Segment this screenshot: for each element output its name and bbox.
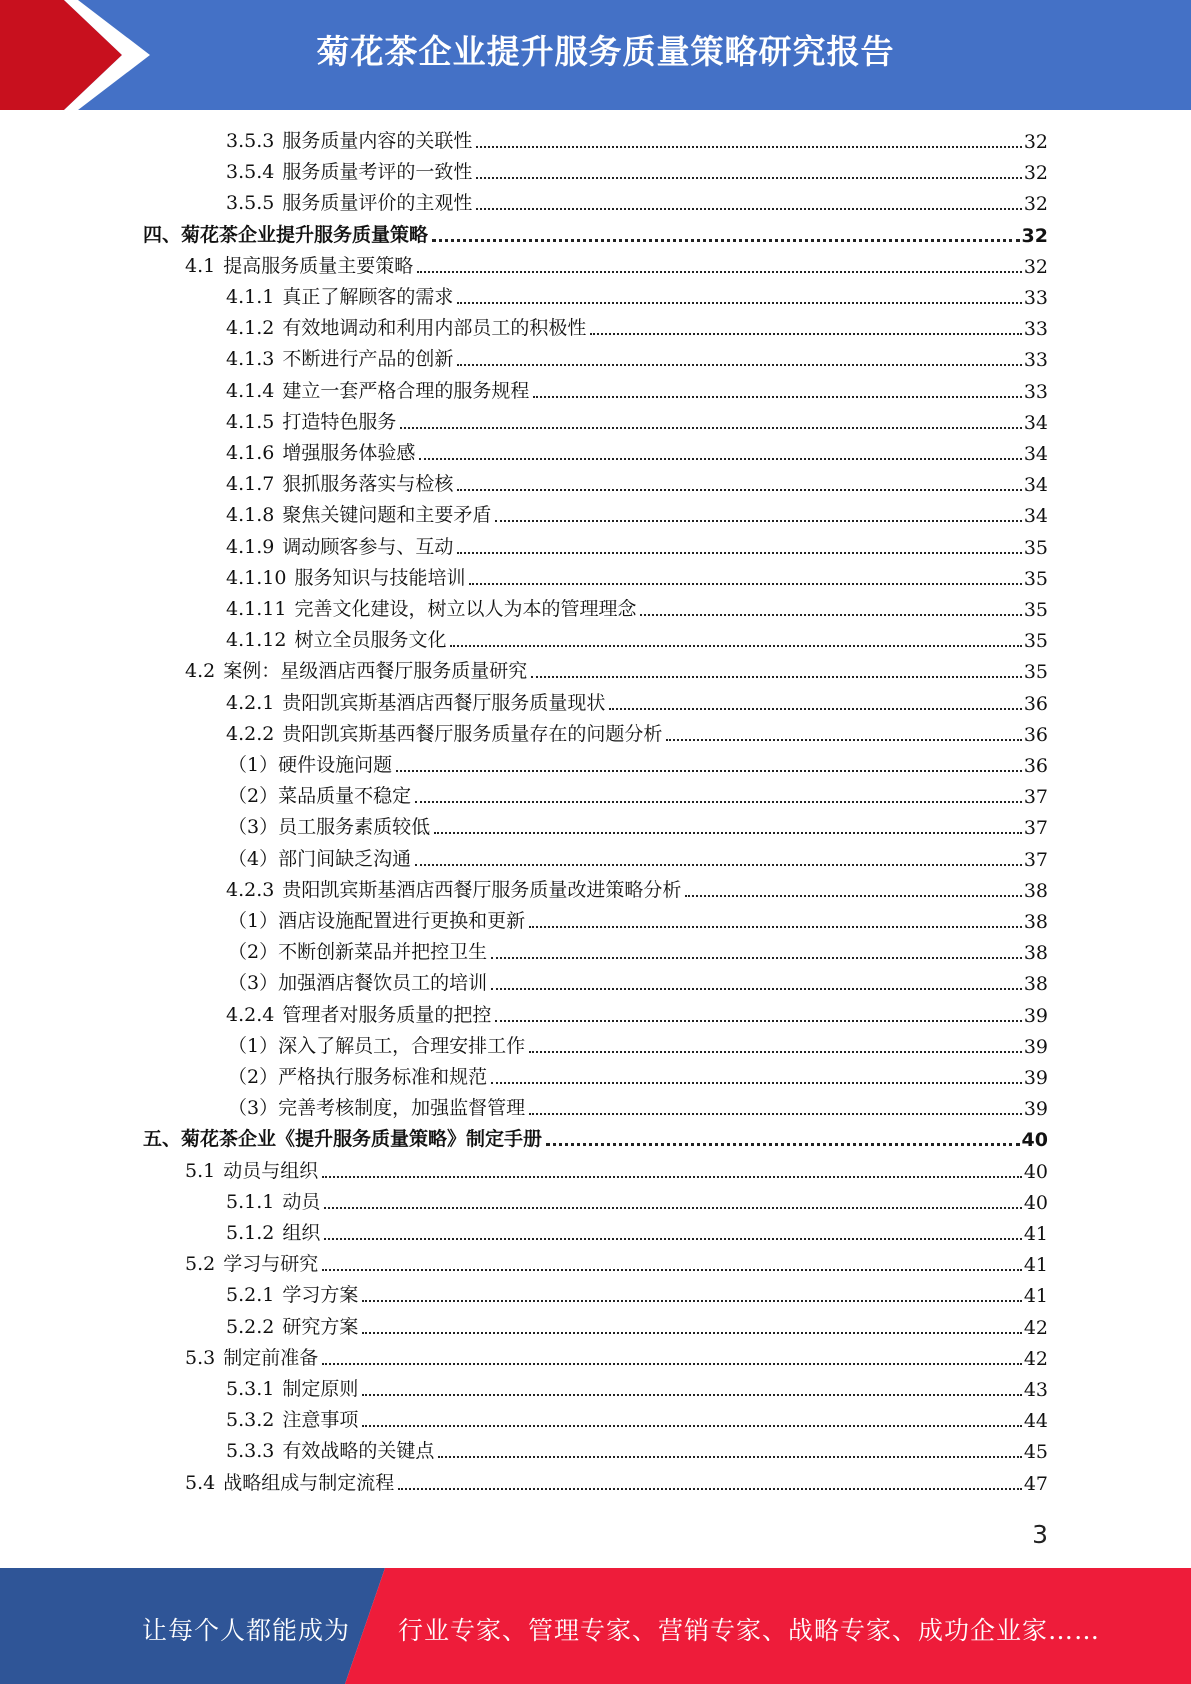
toc-entry-number: 4.1.12: [226, 629, 287, 652]
toc-entry-page: 33: [1023, 380, 1048, 403]
toc-entry-page: 34: [1023, 474, 1048, 497]
toc-entry-number: 5.3.3: [226, 1440, 275, 1463]
toc-entry[interactable]: [226, 283, 1048, 309]
toc-entry-label: [185, 1156, 318, 1183]
toc-entry-title: 战略组成与制定流程: [223, 1471, 395, 1494]
toc-entry[interactable]: [185, 1469, 1048, 1495]
toc-entry-label: [228, 781, 411, 808]
toc-entry[interactable]: [226, 158, 1048, 184]
toc-entry-label: [228, 906, 525, 933]
toc-entry-label: [226, 594, 636, 621]
toc-entry-number: 4.1.8: [226, 504, 275, 527]
toc-entry-title: 服务知识与技能培训: [294, 566, 466, 589]
toc-entry-title: 服务质量内容的关联性: [282, 130, 473, 152]
toc-entry[interactable]: [185, 1344, 1048, 1370]
toc-entry-page: 38: [1023, 911, 1048, 933]
toc-entry-page: 42: [1023, 1347, 1048, 1370]
toc-entry-label: [226, 344, 453, 371]
toc-entry-page: 39: [1023, 1035, 1048, 1058]
toc-entry[interactable]: [185, 657, 1048, 683]
toc-entry-label: [226, 282, 453, 309]
toc-entry-number: 4.1.6: [226, 442, 275, 464]
toc-entry-title: 聚焦关键问题和主要矛盾: [282, 504, 492, 527]
toc-entry[interactable]: [226, 314, 1048, 340]
toc-entry-label: [226, 157, 472, 184]
toc-entry[interactable]: [143, 221, 1048, 247]
toc-entry-page: 43: [1023, 1379, 1048, 1401]
toc-dot-leader: [476, 145, 1021, 148]
document-title: 菊花茶企业提升服务质量策略研究报告: [316, 32, 895, 71]
toc-entry-page: 37: [1023, 817, 1048, 840]
toc-entry-title: 树立全员服务文化: [294, 629, 447, 652]
toc-entry-page: 32: [1023, 255, 1048, 278]
toc-entry[interactable]: [226, 626, 1048, 652]
toc-entry-label: [226, 376, 529, 403]
toc-entry-title: 有效地调动和利用内部员工的积极性: [282, 317, 587, 340]
toc-dot-leader: [529, 1050, 1022, 1053]
toc-entry-page: 34: [1023, 443, 1048, 465]
toc-entry[interactable]: [228, 782, 1048, 808]
toc-entry-title: （3）完善考核制度，加强监督管理: [228, 1097, 526, 1120]
toc-dot-leader: [324, 1237, 1021, 1240]
toc-entry-title: 真正了解顾客的需求: [282, 286, 454, 308]
toc-dot-leader: [450, 644, 1021, 647]
toc-entry[interactable]: [226, 876, 1048, 902]
toc-entry-page: 33: [1023, 287, 1048, 309]
toc-entry-number: 4.1.11: [226, 598, 287, 620]
toc-entry[interactable]: [228, 969, 1048, 995]
toc-entry[interactable]: [228, 907, 1048, 933]
toc-entry-page: 47: [1023, 1472, 1048, 1495]
toc-entry-page: 33: [1023, 318, 1048, 341]
toc-entry-page: 32: [1023, 193, 1048, 216]
toc-entry-label: [226, 1280, 358, 1307]
toc-entry-number: 4.2.3: [226, 878, 275, 901]
toc-entry-number: 4.1: [185, 254, 216, 277]
toc-dot-leader: [457, 301, 1021, 304]
toc-entry[interactable]: [226, 1375, 1048, 1401]
toc-dot-leader: [469, 582, 1021, 585]
toc-entry-number: 4.2.4: [226, 1003, 275, 1026]
toc-entry-number: 3.5.4: [226, 161, 275, 184]
toc-entry-title: 学习方案: [282, 1284, 359, 1307]
toc-entry-number: 4.2: [185, 660, 216, 683]
toc-entry-number: 4.1.2: [226, 317, 275, 340]
toc-entry-title: 四、菊花茶企业提升服务质量策略: [143, 223, 429, 246]
toc-entry-number: 5.2.2: [226, 1315, 275, 1338]
toc-dot-leader: [434, 831, 1022, 834]
toc-dot-leader: [419, 457, 1021, 460]
footer-banner: [0, 1568, 1191, 1684]
toc-dot-leader: [685, 894, 1021, 897]
toc-dot-leader: [491, 987, 1022, 990]
toc-entry-title: 动员与组织: [223, 1159, 319, 1182]
toc-entry-label: [228, 844, 411, 871]
toc-entry-page: 40: [1023, 1191, 1048, 1214]
toc-entry-number: 5.3.2: [226, 1409, 275, 1432]
toc-entry-label: [228, 1031, 525, 1058]
toc-entry-title: 狠抓服务落实与检核: [282, 473, 454, 496]
toc-dot-leader: [590, 332, 1021, 335]
toc-entry-label: [143, 1124, 542, 1151]
toc-entry-number: 4.2.1: [226, 691, 275, 714]
toc-entry-label: [226, 1436, 434, 1463]
toc-entry-page: 42: [1023, 1316, 1048, 1339]
toc-dot-leader: [609, 707, 1021, 710]
toc-entry-page: 35: [1023, 536, 1048, 559]
toc-entry-title: 五、菊花茶企业《提升服务质量策略》制定手册: [143, 1128, 543, 1151]
toc-entry-label: [226, 1218, 320, 1245]
toc-entry-label: [226, 500, 491, 527]
toc-entry-title: （2）不断创新菜品并把控卫生: [228, 941, 488, 964]
toc-entry-title: 制定原则: [282, 1378, 359, 1400]
toc-entry-number: 3.5.5: [226, 192, 275, 215]
toc-entry-number: 5.3: [185, 1346, 216, 1369]
toc-entry-number: 5.1.1: [226, 1190, 275, 1213]
toc-entry-page: 33: [1023, 349, 1048, 372]
toc-entry-page: 35: [1023, 661, 1048, 684]
toc-entry[interactable]: [226, 533, 1048, 559]
toc-entry-page: 35: [1023, 567, 1048, 590]
toc-entry-number: 5.4: [185, 1471, 216, 1494]
toc-entry[interactable]: [226, 501, 1048, 527]
toc-entry-page: 41: [1023, 1254, 1048, 1277]
toc-entry[interactable]: [226, 1001, 1048, 1027]
toc-entry-title: 服务质量评价的主观性: [282, 192, 473, 215]
toc-entry[interactable]: [228, 1094, 1048, 1120]
toc-entry-page: 36: [1023, 723, 1048, 746]
toc-entry-number: 4.1.5: [226, 410, 275, 433]
toc-entry-label: [226, 1000, 491, 1027]
toc-entry[interactable]: [228, 938, 1048, 964]
toc-entry-label: [226, 532, 453, 559]
toc-entry[interactable]: [226, 564, 1048, 590]
toc-entry-page: 45: [1023, 1441, 1048, 1464]
toc-entry-page: 34: [1023, 411, 1048, 434]
toc-dot-leader: [495, 519, 1021, 522]
toc-dot-leader: [362, 1331, 1021, 1334]
toc-dot-leader: [495, 1019, 1021, 1022]
toc-entry-label: [226, 313, 586, 340]
toc-entry-title: 注意事项: [282, 1409, 359, 1432]
toc-entry[interactable]: [226, 595, 1048, 621]
toc-entry-label: [226, 719, 662, 746]
toc-entry[interactable]: [226, 470, 1048, 496]
toc-entry-page: 32: [1023, 131, 1048, 153]
toc-dot-leader: [476, 176, 1021, 179]
toc-entry-title: （1）酒店设施配置进行更换和更新: [228, 910, 526, 932]
toc-entry[interactable]: [228, 813, 1048, 839]
toc-dot-leader: [322, 1362, 1022, 1365]
toc-entry[interactable]: [226, 439, 1048, 465]
toc-entry-label: [226, 625, 446, 652]
toc-entry[interactable]: [226, 345, 1048, 371]
toc-entry-label: [226, 188, 472, 215]
toc-dot-leader: [400, 426, 1021, 429]
toc-entry-label: [228, 1062, 487, 1089]
toc-entry-page: 35: [1023, 630, 1048, 653]
toc-entry-title: （1）硬件设施问题: [228, 754, 393, 776]
toc-entry-page: 40: [1021, 1129, 1048, 1152]
toc-entry[interactable]: [143, 1125, 1048, 1151]
toc-dot-leader: [457, 488, 1021, 491]
toc-dot-leader: [415, 800, 1022, 803]
toc-entry[interactable]: [226, 189, 1048, 215]
header-banner: [0, 0, 1191, 110]
toc-entry-page: 44: [1023, 1410, 1048, 1433]
toc-entry-title: （2）菜品质量不稳定: [228, 785, 412, 808]
toc-entry-title: 制定前准备: [223, 1346, 319, 1369]
toc-entry-title: 研究方案: [282, 1315, 359, 1338]
toc-entry-label: [228, 812, 430, 839]
toc-entry-number: 4.2.2: [226, 722, 275, 745]
toc-dot-leader: [415, 863, 1022, 866]
toc-dot-leader: [529, 925, 1022, 928]
toc-dot-leader: [322, 1175, 1022, 1178]
toc-entry-page: 35: [1023, 599, 1048, 621]
toc-entry-page: 34: [1023, 505, 1048, 528]
toc-dot-leader: [438, 1455, 1021, 1458]
toc-entry[interactable]: [228, 845, 1048, 871]
toc-entry-number: 4.1.9: [226, 535, 275, 558]
toc-dot-leader: [546, 1142, 1020, 1146]
toc-entry[interactable]: [228, 1063, 1048, 1089]
toc-entry[interactable]: [226, 1313, 1048, 1339]
toc-dot-leader: [533, 395, 1021, 398]
toc-entry-number: 4.1.4: [226, 379, 275, 402]
toc-entry-number: 5.2.1: [226, 1284, 275, 1307]
toc-entry-label: [185, 656, 527, 683]
toc-dot-leader: [457, 363, 1021, 366]
toc-entry[interactable]: [226, 377, 1048, 403]
toc-entry[interactable]: [185, 1250, 1048, 1276]
toc-entry[interactable]: [226, 1406, 1048, 1432]
toc-entry-page: 32: [1021, 224, 1048, 247]
toc-entry-title: 贵阳凯宾斯基西餐厅服务质量存在的问题分析: [282, 722, 663, 745]
toc-entry-label: [226, 126, 472, 153]
toc-dot-leader: [322, 1268, 1022, 1271]
toc-dot-leader: [362, 1424, 1021, 1427]
toc-entry-page: 36: [1023, 755, 1048, 777]
toc-entry-title: 完善文化建设，树立以人为本的管理理念: [294, 598, 637, 620]
toc-dot-leader: [324, 1206, 1021, 1209]
toc-entry-number: 5.1: [185, 1159, 216, 1182]
toc-entry-number: 5.2: [185, 1253, 216, 1276]
toc-entry[interactable]: [226, 720, 1048, 746]
toc-entry-number: 5.3.1: [226, 1378, 275, 1400]
toc-entry-page: 32: [1023, 162, 1048, 185]
page-number: 3: [1032, 1520, 1048, 1549]
toc-entry-label: [185, 1468, 394, 1495]
toc-entry-label: [226, 688, 605, 715]
toc-entry-label: [185, 251, 413, 278]
toc-entry-label: [228, 937, 487, 964]
toc-entry-title: 提高服务质量主要策略: [223, 254, 414, 277]
toc-entry-page: 36: [1023, 692, 1048, 715]
toc-entry-label: [226, 407, 396, 434]
toc-entry-title: （4）部门间缺乏沟通: [228, 847, 412, 870]
toc-entry[interactable]: [226, 127, 1048, 153]
toc-entry-page: 39: [1023, 1067, 1048, 1089]
toc-entry-page: 41: [1023, 1223, 1048, 1245]
toc-dot-leader: [666, 738, 1021, 741]
toc-entry-number: 3.5.3: [226, 130, 275, 152]
toc-entry-title: （2）严格执行服务标准和规范: [228, 1066, 488, 1088]
toc-entry[interactable]: [226, 1437, 1048, 1463]
toc-entry-title: （3）加强酒店餐饮员工的培训: [228, 972, 488, 995]
toc-entry-page: 41: [1023, 1285, 1048, 1308]
toc-entry-label: [185, 1249, 318, 1276]
toc-entry-label: [226, 1405, 358, 1432]
toc-entry[interactable]: [228, 751, 1048, 777]
toc-entry-label: [226, 469, 453, 496]
toc-dot-leader: [362, 1393, 1021, 1396]
toc-dot-leader: [432, 238, 1020, 242]
footer-slogan-right: 行业专家、管理专家、营销专家、战略专家、成功企业家……: [398, 1616, 1101, 1645]
toc-entry-label: [226, 438, 415, 465]
toc-entry-label: [228, 968, 487, 995]
toc-dot-leader: [640, 613, 1021, 616]
toc-entry-label: [226, 875, 681, 902]
toc-entry-label: [226, 1312, 358, 1339]
toc-entry-label: [226, 1374, 358, 1401]
toc-entry[interactable]: [228, 1032, 1048, 1058]
toc-entry-title: 打造特色服务: [282, 410, 397, 433]
toc-dot-leader: [457, 551, 1021, 554]
toc-entry-page: 37: [1023, 786, 1048, 809]
toc-entry[interactable]: [185, 1157, 1048, 1183]
toc-entry-title: 案例：星级酒店西餐厅服务质量研究: [223, 660, 528, 683]
toc-entry[interactable]: [185, 252, 1048, 278]
toc-entry-label: [228, 1093, 525, 1120]
footer-slogan-left: 让每个人都能成为: [142, 1616, 351, 1645]
toc-entry[interactable]: [226, 1281, 1048, 1307]
toc-dot-leader: [531, 675, 1022, 678]
toc-dot-leader: [398, 1487, 1022, 1490]
toc-entry-page: 37: [1023, 848, 1048, 871]
toc-entry-page: 39: [1023, 1004, 1048, 1027]
toc-dot-leader: [362, 1299, 1021, 1302]
toc-entry-label: [185, 1343, 318, 1370]
toc-dot-leader: [491, 956, 1022, 959]
toc-entry-label: [226, 563, 465, 590]
toc-entry-number: 4.1.7: [226, 473, 275, 496]
toc-entry-title: 不断进行产品的创新: [282, 348, 454, 371]
toc-entry-title: 调动顾客参与、互动: [282, 535, 454, 558]
toc-dot-leader: [396, 769, 1022, 772]
toc-entry-page: 38: [1023, 973, 1048, 996]
toc-entry-title: 增强服务体验感: [282, 442, 416, 464]
toc-entry-page: 38: [1023, 942, 1048, 965]
toc-entry-number: 4.1.3: [226, 348, 275, 371]
toc-entry[interactable]: [226, 408, 1048, 434]
toc-entry-title: 贵阳凯宾斯基酒店西餐厅服务质量现状: [282, 691, 606, 714]
toc-dot-leader: [529, 1112, 1022, 1115]
toc-entry[interactable]: [226, 689, 1048, 715]
toc-entry-title: （3）员工服务素质较低: [228, 816, 431, 839]
toc-entry-title: 建立一套严格合理的服务规程: [282, 379, 530, 402]
toc-entry-page: 39: [1023, 1098, 1048, 1121]
toc-entry-number: 4.1.10: [226, 566, 287, 589]
toc-entry-label: [228, 750, 392, 777]
toc-entry-number: 4.1.1: [226, 286, 275, 308]
toc-entry-title: 贵阳凯宾斯基酒店西餐厅服务质量改进策略分析: [282, 878, 682, 901]
toc-entry-page: 38: [1023, 879, 1048, 902]
toc-entry-label: [226, 1187, 320, 1214]
toc-entry-title: 服务质量考评的一致性: [282, 161, 473, 184]
toc-entry[interactable]: [226, 1188, 1048, 1214]
toc-dot-leader: [417, 270, 1022, 273]
toc-entry-title: 动员: [282, 1190, 321, 1213]
toc-entry-number: 5.1.2: [226, 1222, 275, 1244]
toc-dot-leader: [491, 1081, 1022, 1084]
toc-entry-title: 管理者对服务质量的把控: [282, 1003, 492, 1026]
toc-entry-title: 学习与研究: [223, 1253, 319, 1276]
toc-entry[interactable]: [226, 1219, 1048, 1245]
toc-entry-title: 有效战略的关键点: [282, 1440, 435, 1463]
toc-entry-label: [143, 220, 428, 247]
toc-entry-page: 40: [1023, 1160, 1048, 1183]
toc-entry-title: 组织: [282, 1222, 321, 1244]
toc-entry-title: （1）深入了解员工，合理安排工作: [228, 1034, 526, 1057]
toc-dot-leader: [476, 207, 1021, 210]
